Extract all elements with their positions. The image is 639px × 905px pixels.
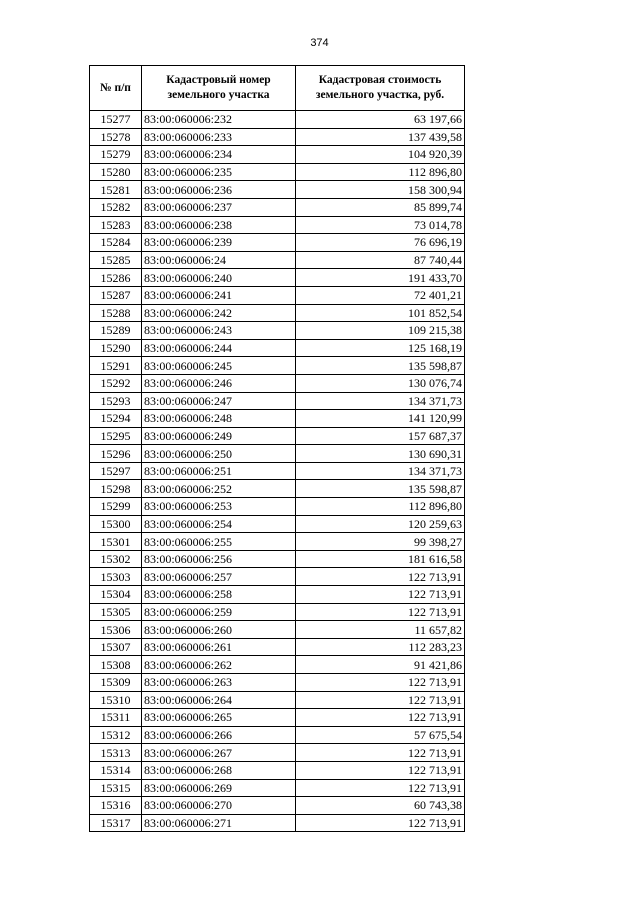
cadastral-value: 85 899,74 — [296, 198, 465, 216]
row-number: 15281 — [90, 181, 142, 199]
cadastral-number: 83:00:060006:246 — [142, 374, 296, 392]
cadastral-number: 83:00:060006:241 — [142, 286, 296, 304]
cadastral-number: 83:00:060006:233 — [142, 128, 296, 146]
table-row — [90, 181, 465, 199]
cadastral-value: 104 920,39 — [296, 146, 465, 164]
row-number: 15282 — [90, 198, 142, 216]
table-row — [90, 445, 465, 463]
row-number: 15310 — [90, 691, 142, 709]
cadastral-value: 109 215,38 — [296, 322, 465, 340]
cadastral-number: 83:00:060006:234 — [142, 146, 296, 164]
table-row — [90, 621, 465, 639]
cadastral-value: 112 896,80 — [296, 163, 465, 181]
table-row — [90, 374, 465, 392]
cadastral-number: 83:00:060006:239 — [142, 234, 296, 252]
cadastral-number: 83:00:060006:248 — [142, 410, 296, 428]
row-number: 15279 — [90, 146, 142, 164]
row-number: 15301 — [90, 533, 142, 551]
row-number: 15313 — [90, 744, 142, 762]
cadastral-value: 141 120,99 — [296, 410, 465, 428]
table-row — [90, 603, 465, 621]
row-number: 15314 — [90, 761, 142, 779]
table-row — [90, 814, 465, 832]
table-row — [90, 761, 465, 779]
table-row — [90, 339, 465, 357]
row-number: 15299 — [90, 498, 142, 516]
table-row — [90, 304, 465, 322]
cadastral-value: 120 259,63 — [296, 515, 465, 533]
table-row — [90, 550, 465, 568]
cadastral-number: 83:00:060006:256 — [142, 550, 296, 568]
row-number: 15278 — [90, 128, 142, 146]
table-row — [90, 216, 465, 234]
cadastral-number: 83:00:060006:237 — [142, 198, 296, 216]
cadastral-table — [89, 65, 465, 832]
table-row — [90, 691, 465, 709]
table-row — [90, 726, 465, 744]
table-row — [90, 480, 465, 498]
row-number: 15304 — [90, 586, 142, 604]
cadastral-number: 83:00:060006:235 — [142, 163, 296, 181]
table-row — [90, 163, 465, 181]
cadastral-value: 181 616,58 — [296, 550, 465, 568]
row-number: 15316 — [90, 797, 142, 815]
table-row — [90, 638, 465, 656]
cadastral-number: 83:00:060006:24 — [142, 251, 296, 269]
cadastral-number: 83:00:060006:261 — [142, 638, 296, 656]
cadastral-value: 99 398,27 — [296, 533, 465, 551]
cadastral-number: 83:00:060006:252 — [142, 480, 296, 498]
row-number: 15296 — [90, 445, 142, 463]
cadastral-value: 122 713,91 — [296, 814, 465, 832]
cadastral-number: 83:00:060006:266 — [142, 726, 296, 744]
cadastral-value: 122 713,91 — [296, 568, 465, 586]
table-row — [90, 357, 465, 375]
table-row — [90, 568, 465, 586]
row-number: 15295 — [90, 427, 142, 445]
cadastral-number: 83:00:060006:236 — [142, 181, 296, 199]
row-number: 15285 — [90, 251, 142, 269]
row-number: 15294 — [90, 410, 142, 428]
table-row — [90, 251, 465, 269]
cadastral-number: 83:00:060006:243 — [142, 322, 296, 340]
table-row — [90, 533, 465, 551]
page-number: 374 — [310, 37, 329, 49]
cadastral-value: 122 713,91 — [296, 674, 465, 692]
cadastral-number: 83:00:060006:265 — [142, 709, 296, 727]
row-number: 15317 — [90, 814, 142, 832]
cadastral-number: 83:00:060006:257 — [142, 568, 296, 586]
cadastral-number: 83:00:060006:268 — [142, 761, 296, 779]
cadastral-number: 83:00:060006:250 — [142, 445, 296, 463]
table-row — [90, 797, 465, 815]
cadastral-value: 134 371,73 — [296, 392, 465, 410]
cadastral-value: 135 598,87 — [296, 480, 465, 498]
cadastral-value: 125 168,19 — [296, 339, 465, 357]
cadastral-number: 83:00:060006:249 — [142, 427, 296, 445]
cadastral-number: 83:00:060006:264 — [142, 691, 296, 709]
row-number: 15308 — [90, 656, 142, 674]
table-row — [90, 586, 465, 604]
cadastral-value: 122 713,91 — [296, 761, 465, 779]
table-row — [90, 198, 465, 216]
cadastral-value: 135 598,87 — [296, 357, 465, 375]
table-row — [90, 709, 465, 727]
cadastral-number: 83:00:060006:260 — [142, 621, 296, 639]
cadastral-number: 83:00:060006:247 — [142, 392, 296, 410]
cadastral-value: 112 283,23 — [296, 638, 465, 656]
row-number: 15307 — [90, 638, 142, 656]
table-row — [90, 674, 465, 692]
cadastral-number: 83:00:060006:240 — [142, 269, 296, 287]
cadastral-value: 101 852,54 — [296, 304, 465, 322]
table-row — [90, 234, 465, 252]
cadastral-number: 83:00:060006:245 — [142, 357, 296, 375]
cadastral-value: 63 197,66 — [296, 111, 465, 129]
row-number: 15315 — [90, 779, 142, 797]
cadastral-number: 83:00:060006:251 — [142, 462, 296, 480]
cadastral-value: 122 713,91 — [296, 779, 465, 797]
cadastral-number: 83:00:060006:254 — [142, 515, 296, 533]
cadastral-value: 57 675,54 — [296, 726, 465, 744]
row-number: 15312 — [90, 726, 142, 744]
table-row — [90, 322, 465, 340]
row-number: 15291 — [90, 357, 142, 375]
row-number: 15287 — [90, 286, 142, 304]
table-row — [90, 462, 465, 480]
cadastral-number: 83:00:060006:263 — [142, 674, 296, 692]
table-body — [90, 111, 465, 832]
header-number: № п/п — [90, 66, 142, 111]
row-number: 15298 — [90, 480, 142, 498]
row-number: 15309 — [90, 674, 142, 692]
row-number: 15292 — [90, 374, 142, 392]
cadastral-number: 83:00:060006:259 — [142, 603, 296, 621]
header-cadastral-value: Кадастровая стоимость земельного участка, руб. — [296, 66, 465, 111]
table-row — [90, 269, 465, 287]
cadastral-value: 130 690,31 — [296, 445, 465, 463]
cadastral-value: 157 687,37 — [296, 427, 465, 445]
row-number: 15286 — [90, 269, 142, 287]
row-number: 15289 — [90, 322, 142, 340]
cadastral-value: 91 421,86 — [296, 656, 465, 674]
cadastral-value: 11 657,82 — [296, 621, 465, 639]
row-number: 15277 — [90, 111, 142, 129]
cadastral-value: 112 896,80 — [296, 498, 465, 516]
table-row — [90, 515, 465, 533]
row-number: 15300 — [90, 515, 142, 533]
row-number: 15297 — [90, 462, 142, 480]
cadastral-value: 72 401,21 — [296, 286, 465, 304]
cadastral-value: 122 713,91 — [296, 709, 465, 727]
cadastral-value: 191 433,70 — [296, 269, 465, 287]
row-number: 15306 — [90, 621, 142, 639]
cadastral-number: 83:00:060006:269 — [142, 779, 296, 797]
table-row — [90, 427, 465, 445]
cadastral-number: 83:00:060006:242 — [142, 304, 296, 322]
row-number: 15288 — [90, 304, 142, 322]
table-row — [90, 128, 465, 146]
cadastral-number: 83:00:060006:258 — [142, 586, 296, 604]
table-row — [90, 779, 465, 797]
cadastral-value: 73 014,78 — [296, 216, 465, 234]
cadastral-value: 87 740,44 — [296, 251, 465, 269]
row-number: 15305 — [90, 603, 142, 621]
table-row — [90, 498, 465, 516]
cadastral-value: 130 076,74 — [296, 374, 465, 392]
cadastral-number: 83:00:060006:255 — [142, 533, 296, 551]
table-header-row — [90, 66, 465, 111]
cadastral-value: 122 713,91 — [296, 603, 465, 621]
table-row — [90, 656, 465, 674]
row-number: 15293 — [90, 392, 142, 410]
cadastral-value: 76 696,19 — [296, 234, 465, 252]
cadastral-number: 83:00:060006:271 — [142, 814, 296, 832]
table-row — [90, 146, 465, 164]
cadastral-number: 83:00:060006:267 — [142, 744, 296, 762]
cadastral-value: 122 713,91 — [296, 586, 465, 604]
table-row — [90, 410, 465, 428]
cadastral-number: 83:00:060006:270 — [142, 797, 296, 815]
table-row — [90, 111, 465, 129]
table-row — [90, 392, 465, 410]
cadastral-value: 122 713,91 — [296, 691, 465, 709]
cadastral-value: 158 300,94 — [296, 181, 465, 199]
row-number: 15284 — [90, 234, 142, 252]
table-row — [90, 286, 465, 304]
cadastral-number: 83:00:060006:253 — [142, 498, 296, 516]
cadastral-value: 134 371,73 — [296, 462, 465, 480]
cadastral-value: 137 439,58 — [296, 128, 465, 146]
row-number: 15302 — [90, 550, 142, 568]
cadastral-number: 83:00:060006:238 — [142, 216, 296, 234]
cadastral-value: 60 743,38 — [296, 797, 465, 815]
row-number: 15303 — [90, 568, 142, 586]
row-number: 15280 — [90, 163, 142, 181]
cadastral-value: 122 713,91 — [296, 744, 465, 762]
row-number: 15290 — [90, 339, 142, 357]
row-number: 15283 — [90, 216, 142, 234]
cadastral-number: 83:00:060006:262 — [142, 656, 296, 674]
row-number: 15311 — [90, 709, 142, 727]
cadastral-number: 83:00:060006:232 — [142, 111, 296, 129]
header-cadastral-number: Кадастровый номер земельного участка — [142, 66, 296, 111]
cadastral-number: 83:00:060006:244 — [142, 339, 296, 357]
table-row — [90, 744, 465, 762]
